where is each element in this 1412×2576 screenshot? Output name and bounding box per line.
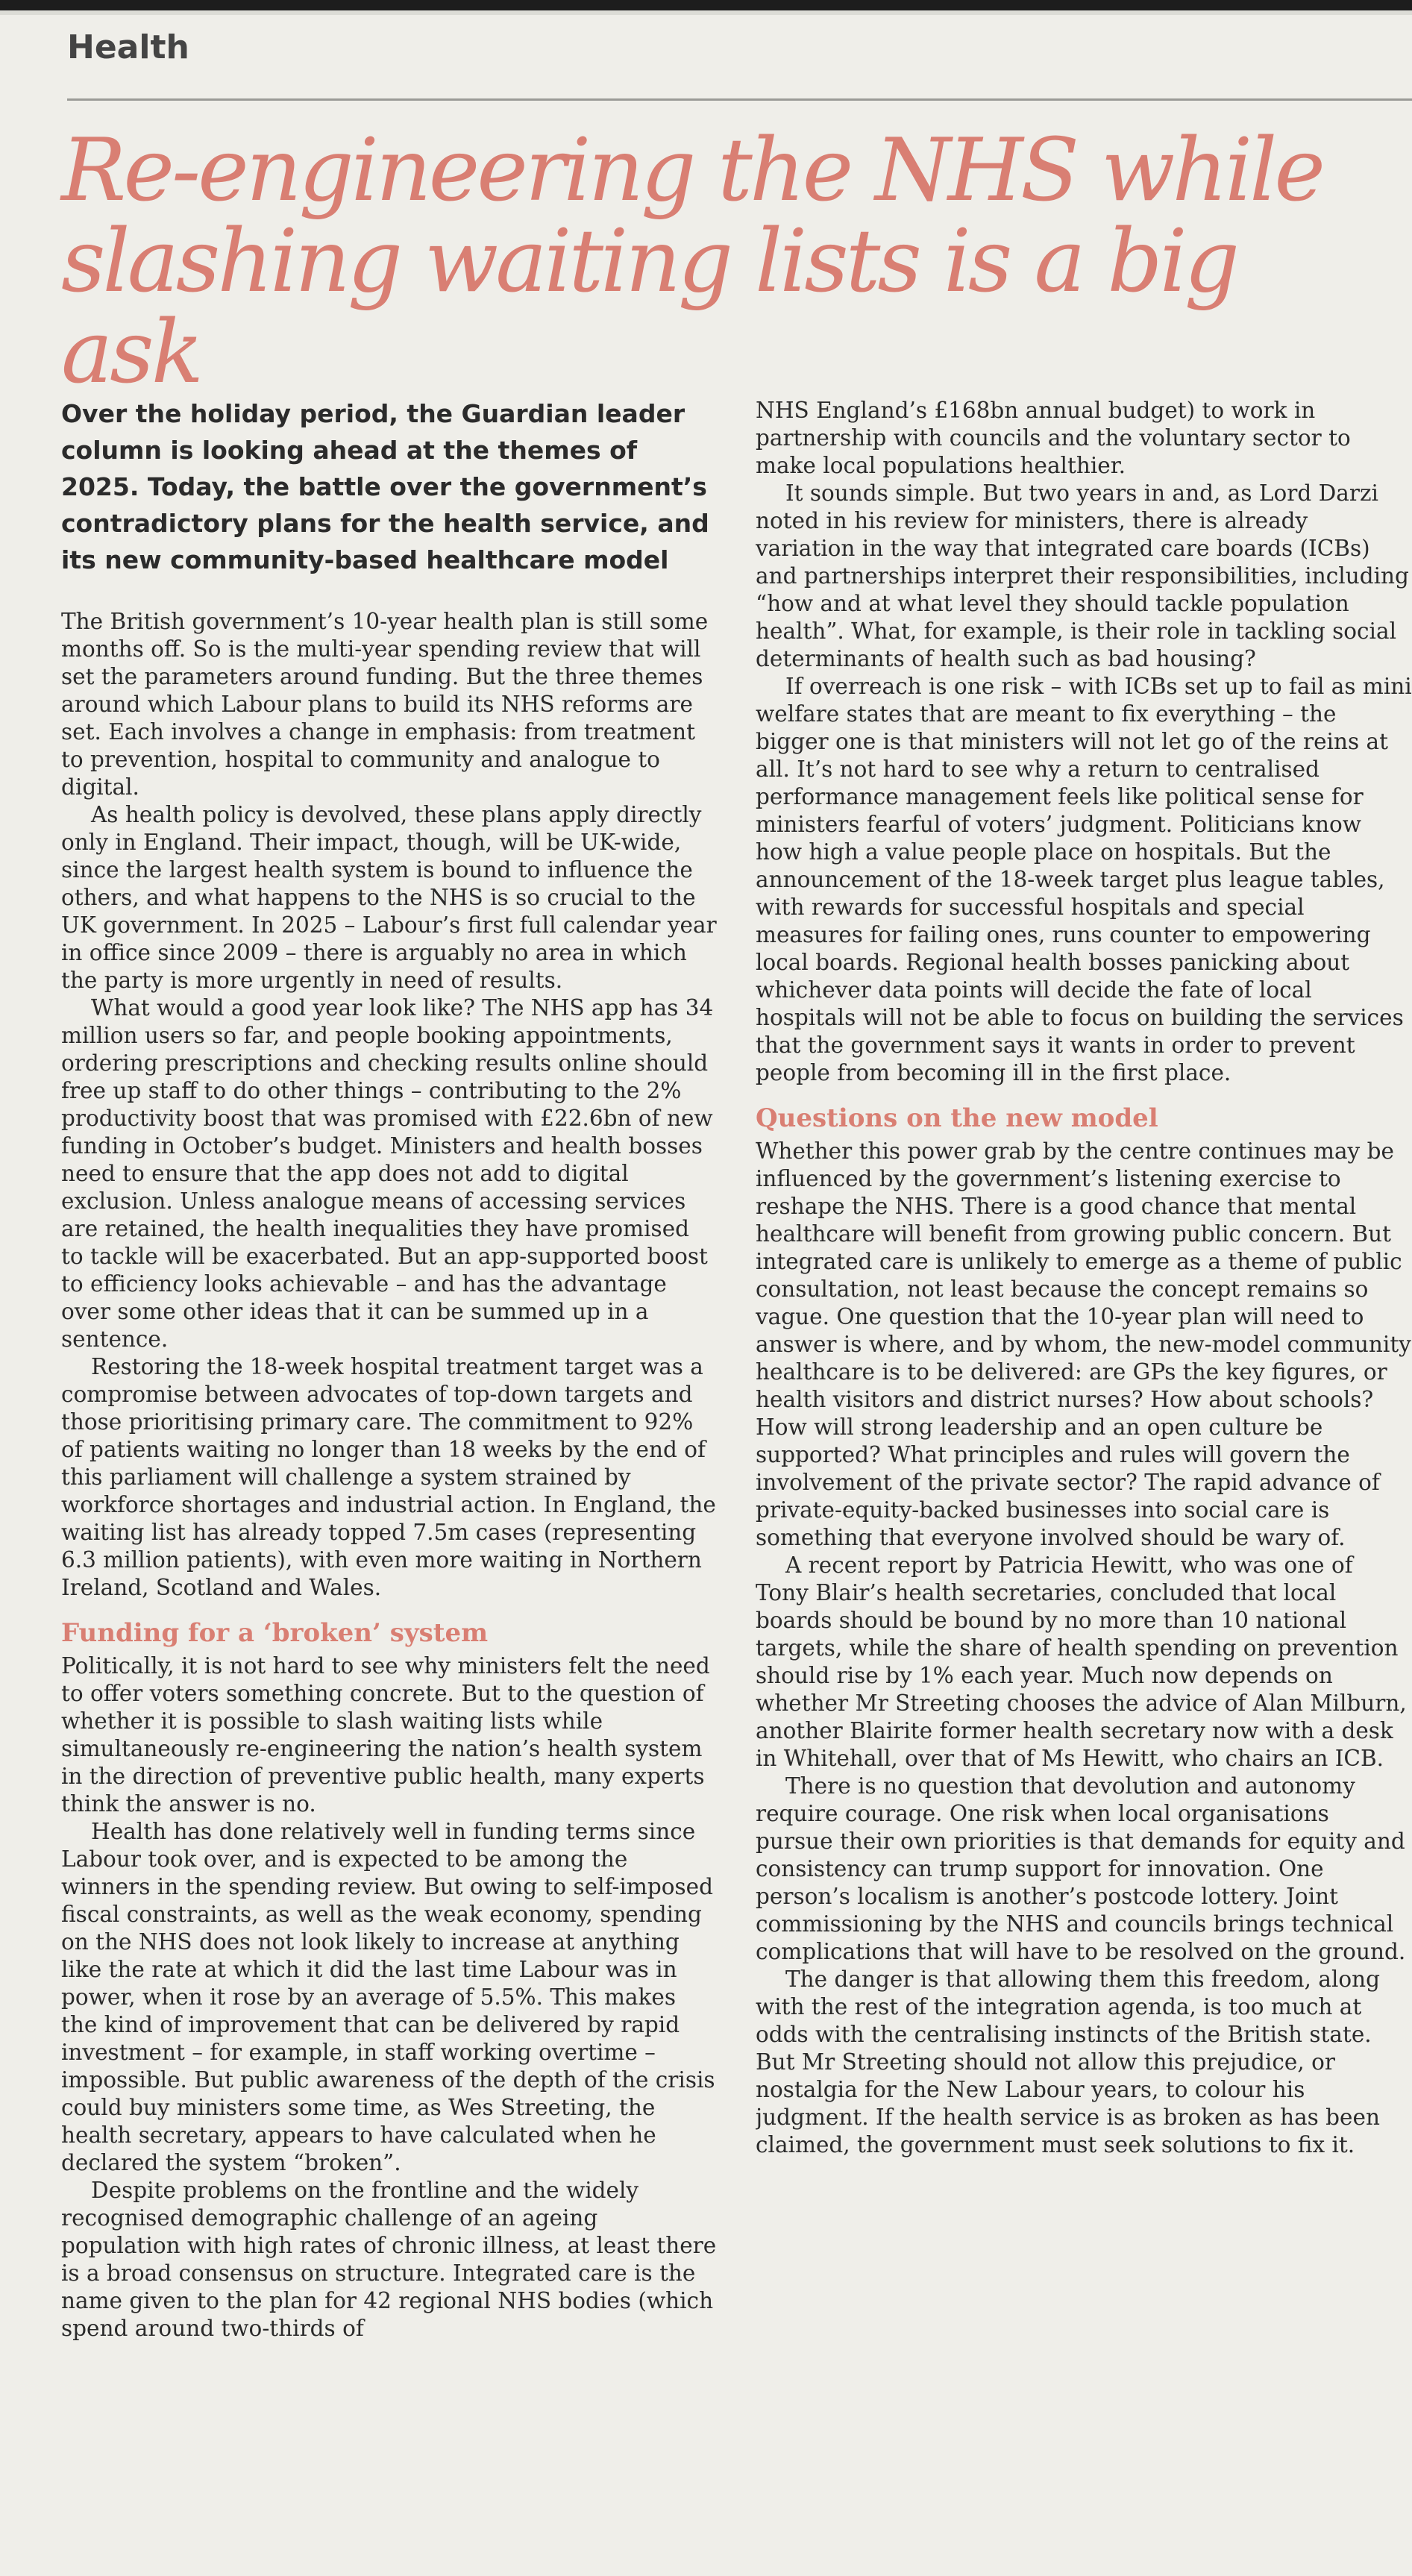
headline: Re-engineering the NHS while slashing waiting lists is a big ask	[61, 120, 1322, 403]
top-black-bar	[0, 0, 1412, 10]
body-paragraph: Restoring the 18-week hospital treatment target was a compromise between advocates of top-down targets and those prioritising primary care. The commitment to 92% of patients waiting no longer than 18 weeks by the end of this parliament will challenge a system strained by workforce shortages and industrial action. In England, the waiting list has already topped 7.5m cases (representing 6.3 million patients), with even more waiting in Northern Ireland, Scotland and Wales.	[61, 1354, 716, 1600]
section-rule	[67, 98, 1412, 101]
body-paragraph: If overreach is one risk – with ICBs set up to fail as mini welfare states that are meant to fix everything – the bigger one is that ministers will not let go of the reins at all. It’s not hard to see why a return to centralised performance management feels like political sense for ministers fearful of voters’ judgment. Politicians know how high a value people place on hospitals. But the announcement of the 18-week target plus league tables, with rewards for successful hospitals and special measures for failing ones, runs counter to empowering local boards. Regional health bosses panicking about whichever data points will decide the fate of local hospitals will not be able to focus on building the services that the government says it wants in order to prevent people from becoming ill in the first place.	[756, 674, 1412, 1085]
body-paragraph: Whether this power grab by the centre continues may be influenced by the government’s listening exercise to reshape the NHS. There is a good chance that mental healthcare will benefit from growing public concern. But integrated care is unlikely to emerge as a theme of public consultation, not least because the concept remains so vague. One question that the 10-year plan will need to answer is where, and by whom, the new-model community healthcare is to be delivered: are GPs the key figures, or health visitors and district nurses? How about schools? How will strong leadership and an open culture be supported? What principles and rules will govern the involvement of the private sector? The rapid advance of private-equity-backed businesses into social care is something that everyone involved should be wary of.	[756, 1138, 1411, 1550]
section-label: Health	[67, 28, 189, 66]
body-paragraph: Health has done relatively well in funding terms since Labour took over, and is expected to be among the winners in the spending review. But owing to self-imposed fiscal constraints, as well as the weak economy, spending on the NHS does not look likely to increase at anything like the rate at which it did the last time Labour was in power, when it rose by an average of 5.5%. This makes the kind of improvement that can be delivered by rapid investment – for example, in staff working overtime – impossible. But public awareness of the depth of the crisis could buy ministers some time, as Wes Streeting, the health secretary, appears to have calculated when he declared the system “broken”.	[61, 1819, 715, 2175]
subhead-questions: Questions on the new model	[756, 1103, 1158, 1133]
body-paragraph: There is no question that devolution and autonomy require courage. One risk when local organisations pursue their own priorities is that demands for equity and consistency can trump support for innovation. One person’s localism is another’s postcode lottery. Joint commissioning by the NHS and councils brings technical complications that will have to be resolved on the ground.	[756, 1773, 1406, 1964]
left-column	[61, 382, 718, 2561]
top-bar-gap	[0, 10, 1412, 15]
right-column	[756, 397, 1412, 2561]
standfirst: Over the holiday period, the Guardian leader column is looking ahead at the themes of 2025. Today, the battle over the government’s contradictory plans for the health service, and its new community-based healthcare model	[61, 399, 709, 574]
body-paragraph: As health policy is devolved, these plans apply directly only in England. Their impact, though, will be UK-wide, since the largest health system is bound to influence the others, and what happens to the NHS is so crucial to the UK government. In 2025 – Labour’s first full calendar year in office since 2009 – there is arguably no area in which the party is more urgently in need of results.	[61, 802, 717, 993]
body-paragraph: The danger is that allowing them this freedom, along with the rest of the integration agenda, is too much at odds with the centralising instincts of the British state. But Mr Streeting should not allow this prejudice, or nostalgia for the New Labour years, to colour his judgment. If the health service is as broken as has been claimed, the government must seek solutions to fix it.	[756, 1967, 1381, 2157]
body-paragraph: The British government’s 10-year health plan is still some months off. So is the multi-year spending review that will set the parameters around funding. But the three themes around which Labour plans to build its NHS reforms are set. Each involves a change in emphasis: from treatment to prevention, hospital to community and analogue to digital.	[61, 609, 709, 800]
body-paragraph: A recent report by Patricia Hewitt, who was one of Tony Blair’s health secretaries, concluded that local boards should be bound by no more than 10 national targets, while the share of health spending on prevention should rise by 1% each year. Much now depends on whether Mr Streeting chooses the advice of Alan Milburn, another Blairite former health secretary now with a desk in Whitehall, over that of Ms Hewitt, who chairs an ICB.	[756, 1552, 1407, 1771]
body-paragraph: What would a good year look like? The NHS app has 34 million users so far, and people booking appointments, ordering prescriptions and checking results online should free up staff to do other things – contributing to the 2% productivity boost that was promised with £22.6bn of new funding in October’s budget. Ministers and health bosses need to ensure that the app does not add to digital exclusion. Unless analogue means of accessing services are retained, the health inequalities they have promised to tackle will be exacerbated. But an app-supported boost to efficiency looks achievable – and has the advantage over some other ideas that it can be summed up in a sentence.	[61, 995, 714, 1352]
body-paragraph: Politically, it is not hard to see why ministers felt the need to offer voters something concrete. But to the question of whether it is possible to slash waiting lists while simultaneously re-engineering the nation’s health system in the direction of preventive public health, many experts think the answer is no.	[61, 1653, 710, 1817]
subhead-funding: Funding for a ‘broken’ system	[61, 1618, 489, 1648]
body-paragraph: Despite problems on the frontline and the widely recognised demographic challenge of an ageing population with high rates of chronic illness, at least there is a broad consensus on structure. Integrated care is the name given to the plan for 42 regional NHS bodies (which spend around two-thirds of	[61, 2178, 717, 2341]
body-paragraph: NHS England’s £168bn annual budget) to work in partnership with councils and the voluntary sector to make local populations healthier.	[756, 398, 1351, 478]
body-paragraph: It sounds simple. But two years in and, as Lord Darzi noted in his review for ministers, there is already variation in the way that integrated care boards (ICBs) and partnerships interpret their responsibilities, including “how and at what level they should tackle population health”. What, for example, is their role in tackling social determinants of health such as bad housing?	[756, 480, 1409, 671]
